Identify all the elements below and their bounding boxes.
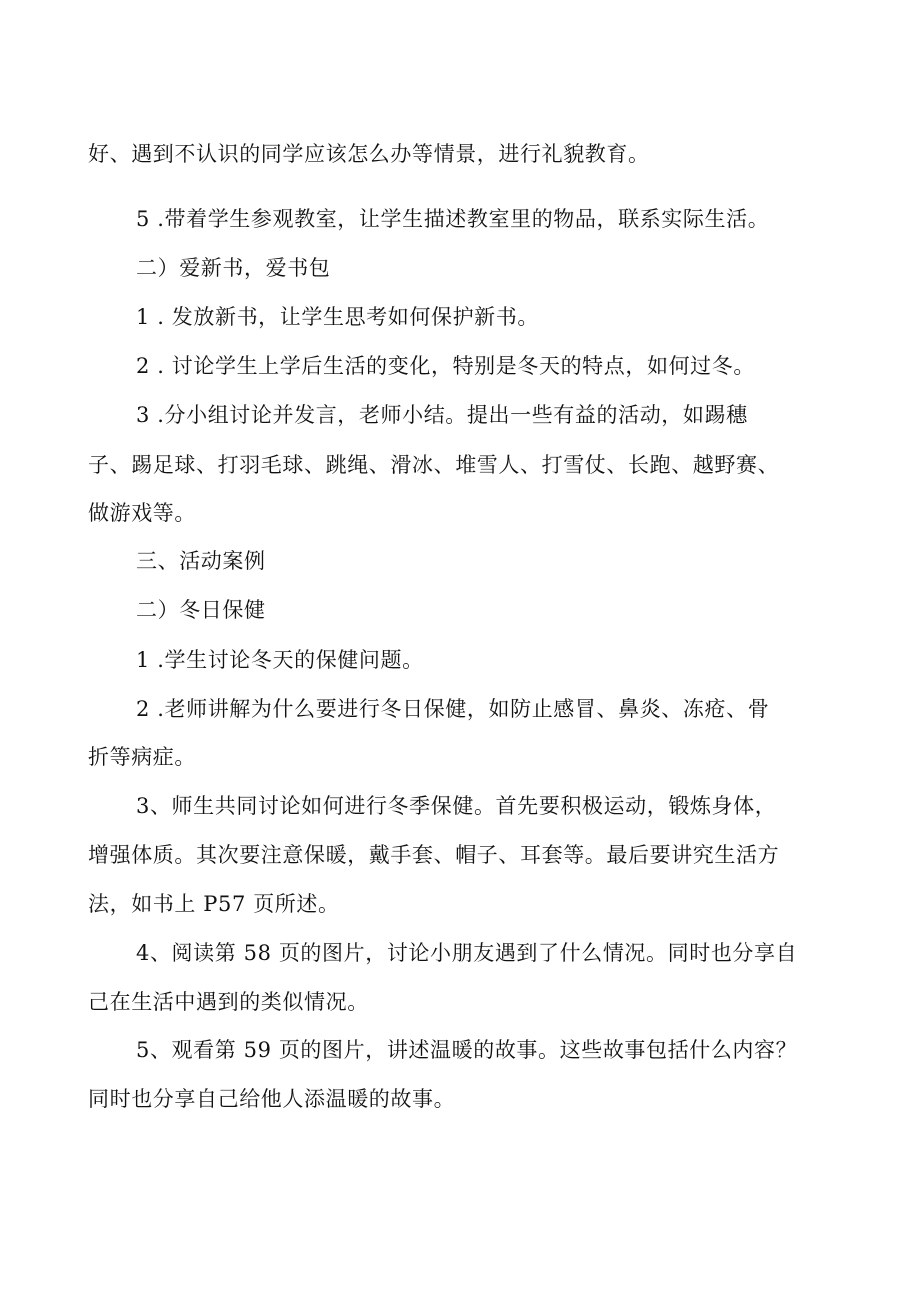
text-line: 2 . 讨论学生上学后生活的变化，特别是冬天的特点，如何过冬。: [136, 354, 755, 378]
text-line: 己在生活中遇到的类似情况。: [88, 990, 369, 1014]
text-line: 子、踢足球、打羽毛球、跳绳、滑冰、堆雪人、打雪仗、长跑、越野赛、: [88, 453, 780, 477]
text-line: 5 .带着学生参观教室，让学生描述教室里的物品，联系实际生活。: [136, 207, 770, 231]
text-line: 3 .分小组讨论并发言，老师小结。提出一些有益的活动，如踢穗: [136, 403, 748, 427]
text-line: 同时也分享自己给他人添温暖的故事。: [88, 1087, 456, 1111]
section-heading: 二）冬日保健: [136, 598, 266, 622]
text-line: 4、阅读第 58 页的图片，讨论小朋友遇到了什么情况。同时也分享自: [136, 941, 798, 965]
text-line: 做游戏等。: [88, 501, 196, 525]
text-line: 法，如书上 P57 页所述。: [88, 892, 340, 916]
text-line: 5、观看第 59 页的图片，讲述温暖的故事。这些故事包括什么内容？: [136, 1038, 798, 1062]
text-line: 好、遇到不认识的同学应该怎么办等情景，进行礼貌教育。: [88, 142, 650, 166]
text-line: 1 .学生讨论冬天的保健问题。: [136, 648, 424, 672]
text-line: 3、师生共同讨论如何进行冬季保健。首先要积极运动，锻炼身体，: [136, 794, 777, 818]
section-heading: 二）爱新书，爱书包: [136, 256, 331, 280]
section-heading: 三、活动案例: [136, 549, 266, 573]
text-line: 2 .老师讲解为什么要进行冬日保健，如防止感冒、鼻炎、冻疮、骨: [136, 697, 770, 721]
text-line: 折等病症。: [88, 745, 196, 769]
text-line: 1 . 发放新书，让学生思考如何保护新书。: [136, 305, 539, 329]
text-line: 增强体质。其次要注意保暖，戴手套、帽子、耳套等。最后要讲究生活方: [88, 843, 780, 867]
